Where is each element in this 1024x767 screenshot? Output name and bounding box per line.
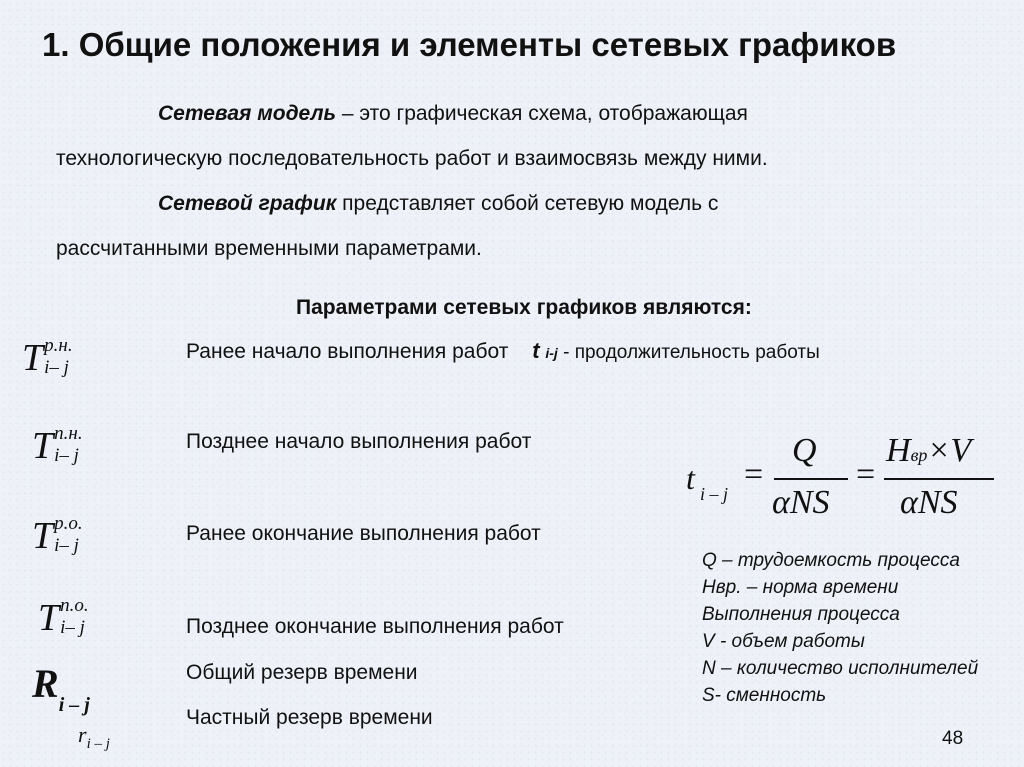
- legend-item: V - объем работы: [702, 631, 865, 652]
- param-symbol-letter: T: [22, 337, 44, 379]
- param-symbol-sub: i – j: [58, 694, 90, 716]
- duration-text: - продолжительность работы: [557, 342, 820, 363]
- duration-formula: [686, 432, 1006, 528]
- param-symbol-sup: п.н.: [54, 423, 83, 444]
- definition-network-chart-line1: [158, 192, 718, 216]
- param-symbol-sub: i– j: [60, 617, 85, 638]
- param-symbol-letter: T: [32, 515, 54, 557]
- fraction-bar-1: [774, 478, 848, 480]
- param-symbol-late-finish: [38, 596, 89, 640]
- formula-denominator-2: αNS: [900, 484, 958, 521]
- definition-network-model-line2: технологическую последовательность работ и взаимосвязь между ними.: [56, 147, 768, 170]
- formula-legend: [702, 547, 978, 709]
- duration-sub: i-j: [545, 345, 558, 361]
- formula-h-sub: вр: [910, 445, 928, 465]
- param-symbol-sup: р.н.: [44, 335, 73, 356]
- param-symbol-sub: i– j: [44, 357, 69, 378]
- formula-denominator-1: αNS: [772, 484, 830, 521]
- page-number: 48: [942, 728, 964, 749]
- param-symbol-early-finish: [32, 514, 83, 558]
- definition-text: – это графическая схема, отображающая: [336, 102, 748, 125]
- param-symbol-early-start: [22, 336, 73, 380]
- param-symbol-sub: i – j: [86, 736, 110, 752]
- param-symbol-sub: i– j: [54, 445, 79, 466]
- param-symbol-letter: T: [32, 425, 54, 467]
- param-symbol-letter: T: [38, 597, 60, 639]
- formula-numerator-2: [886, 432, 971, 470]
- param-symbol-free-reserve: [78, 722, 110, 752]
- formula-equals-2: =: [856, 456, 876, 493]
- param-symbol-letter: R: [32, 661, 59, 706]
- term-network-model: Сетевая модель: [158, 102, 337, 125]
- legend-item: N – количество исполнителей: [702, 658, 979, 679]
- param-symbol-sup: п.о.: [60, 595, 89, 616]
- definition-network-chart-line2: рассчитанными временными параметрами.: [56, 237, 482, 260]
- params-heading: Параметрами сетевых графиков являются:: [296, 296, 752, 319]
- param-label-early-finish: Ранее окончание выполнения работ: [186, 522, 541, 545]
- fraction-bar-2: [884, 478, 994, 480]
- param-label-text: Ранее начало выполнения работ: [186, 340, 509, 363]
- legend-item: Нвр. – норма времени: [702, 577, 899, 598]
- param-symbol-late-start: [32, 424, 83, 468]
- param-label-total-reserve: Общий резерв времени: [186, 661, 418, 684]
- term-network-chart: Сетевой график: [158, 192, 337, 215]
- formula-times-v: ×V: [927, 432, 972, 469]
- formula-lhs: t: [686, 460, 695, 496]
- formula-h: H: [886, 432, 911, 469]
- legend-item: Q – трудоемкость процесса: [702, 550, 960, 571]
- definition-text: представляет собой сетевую модель с: [336, 192, 719, 215]
- param-label-early-start: [186, 338, 820, 364]
- formula-numerator-1: Q: [792, 432, 817, 469]
- param-label-late-start: Позднее начало выполнения работ: [186, 430, 532, 453]
- param-label-late-finish: Позднее окончание выполнения работ: [186, 615, 564, 638]
- duration-symbol: [532, 340, 558, 363]
- param-symbol-sub: i– j: [54, 535, 79, 556]
- formula-equals-1: =: [744, 456, 764, 493]
- param-symbol-letter: r: [78, 722, 87, 747]
- slide-title: 1. Общие положения и элементы сетевых графиков: [42, 26, 897, 63]
- param-symbol-sup: р.о.: [54, 513, 83, 534]
- param-symbol-total-reserve: [32, 660, 90, 716]
- duration-letter: t: [532, 338, 540, 363]
- formula-lhs-sub: i – j: [700, 484, 729, 504]
- legend-item: S- сменность: [702, 685, 827, 706]
- definition-network-model-line1: [158, 102, 748, 126]
- param-label-free-reserve: Частный резерв времени: [186, 706, 433, 729]
- legend-item: Выполнения процесса: [702, 604, 900, 625]
